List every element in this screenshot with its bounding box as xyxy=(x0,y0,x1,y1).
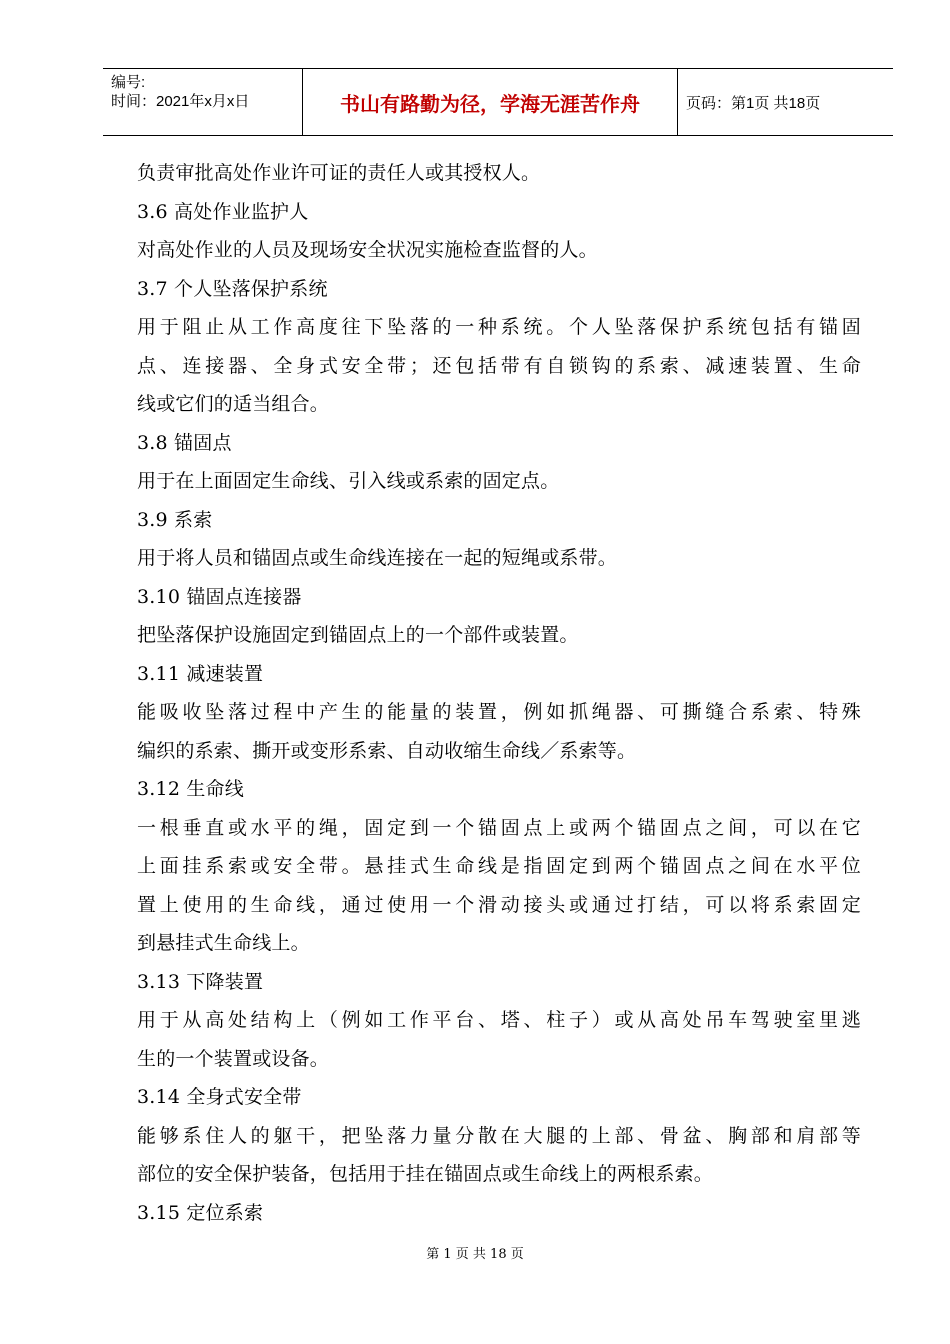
document-body xyxy=(137,154,861,1232)
text-line: 上面挂系索或安全带。悬挂式生命线是指固定到两个锚固点之间在水平位 xyxy=(137,855,861,877)
section-heading: 3.13 下降装置 xyxy=(137,970,264,993)
document-number: 编号: xyxy=(111,74,146,91)
text-line: 一根垂直或水平的绳，固定到一个锚固点上或两个锚固点之间，可以在它 xyxy=(137,816,861,839)
text-line: 对高处作业的人员及现场安全状况实施检查监督的人。 xyxy=(137,239,598,261)
text-line: 用于将人员和锚固点或生命线连接在一起的短绳或系带。 xyxy=(137,547,618,569)
text-line: 到悬挂式生命线上。 xyxy=(137,932,310,954)
text-line: 用于在上面固定生命线、引入线或系索的固定点。 xyxy=(137,470,560,492)
text-line: 用于阻止从工作高度往下坠落的一种系统。个人坠落保护系统包括有锚固 xyxy=(137,316,861,338)
text-line: 能够系住人的躯干，把坠落力量分散在大腿的上部、骨盆、胸部和肩部等 xyxy=(137,1124,861,1147)
text-line: 线或它们的适当组合。 xyxy=(137,393,330,415)
section-heading: 3.11 减速装置 xyxy=(137,662,264,685)
section-heading: 3.6 高处作业监护人 xyxy=(137,200,309,223)
section-heading: 3.10 锚固点连接器 xyxy=(137,585,302,608)
section-heading: 3.15 定位系索 xyxy=(137,1201,264,1224)
section-heading: 3.12 生命线 xyxy=(137,778,244,800)
section-heading: 3.7 个人坠落保护系统 xyxy=(137,277,328,300)
text-line: 用于从高处结构上（例如工作平台、塔、柱子）或从高处吊车驾驶室里逃 xyxy=(137,1009,861,1031)
header-page-code: 页码：第1页 共18页 xyxy=(686,94,821,112)
text-line: 能吸收坠落过程中产生的能量的装置，例如抓绳器、可撕缝合系索、特殊 xyxy=(137,701,861,723)
section-heading: 3.9 系索 xyxy=(137,508,213,531)
text-line: 点、连接器、全身式安全带；还包括带有自锁钩的系索、减速装置、生命 xyxy=(137,354,861,377)
text-line: 把坠落保护设施固定到锚固点上的一个部件或装置。 xyxy=(137,624,579,646)
page-footer: 第 1 页 共 18 页 xyxy=(426,1247,524,1262)
text-line: 编织的系索、撕开或变形系索、自动收缩生命线／系索等。 xyxy=(137,739,637,762)
document-time: 时间：2021年x月x日 xyxy=(111,93,250,110)
section-heading: 3.14 全身式安全带 xyxy=(137,1086,302,1108)
text-line: 置上使用的生命线，通过使用一个滑动接头或通过打结，可以将系索固定 xyxy=(137,893,861,916)
text-line: 部位的安全保护装备，包括用于挂在锚固点或生命线上的两根系索。 xyxy=(137,1163,714,1185)
header-meta xyxy=(103,69,303,135)
header-motto: 书山有路勤为径，学海无涯苦作舟 xyxy=(303,69,678,135)
page-header xyxy=(103,68,893,136)
text-line: 生的一个装置或设备。 xyxy=(137,1047,330,1070)
section-heading: 3.8 锚固点 xyxy=(137,431,232,454)
text-line: 负责审批高处作业许可证的责任人或其授权人。 xyxy=(137,162,541,184)
